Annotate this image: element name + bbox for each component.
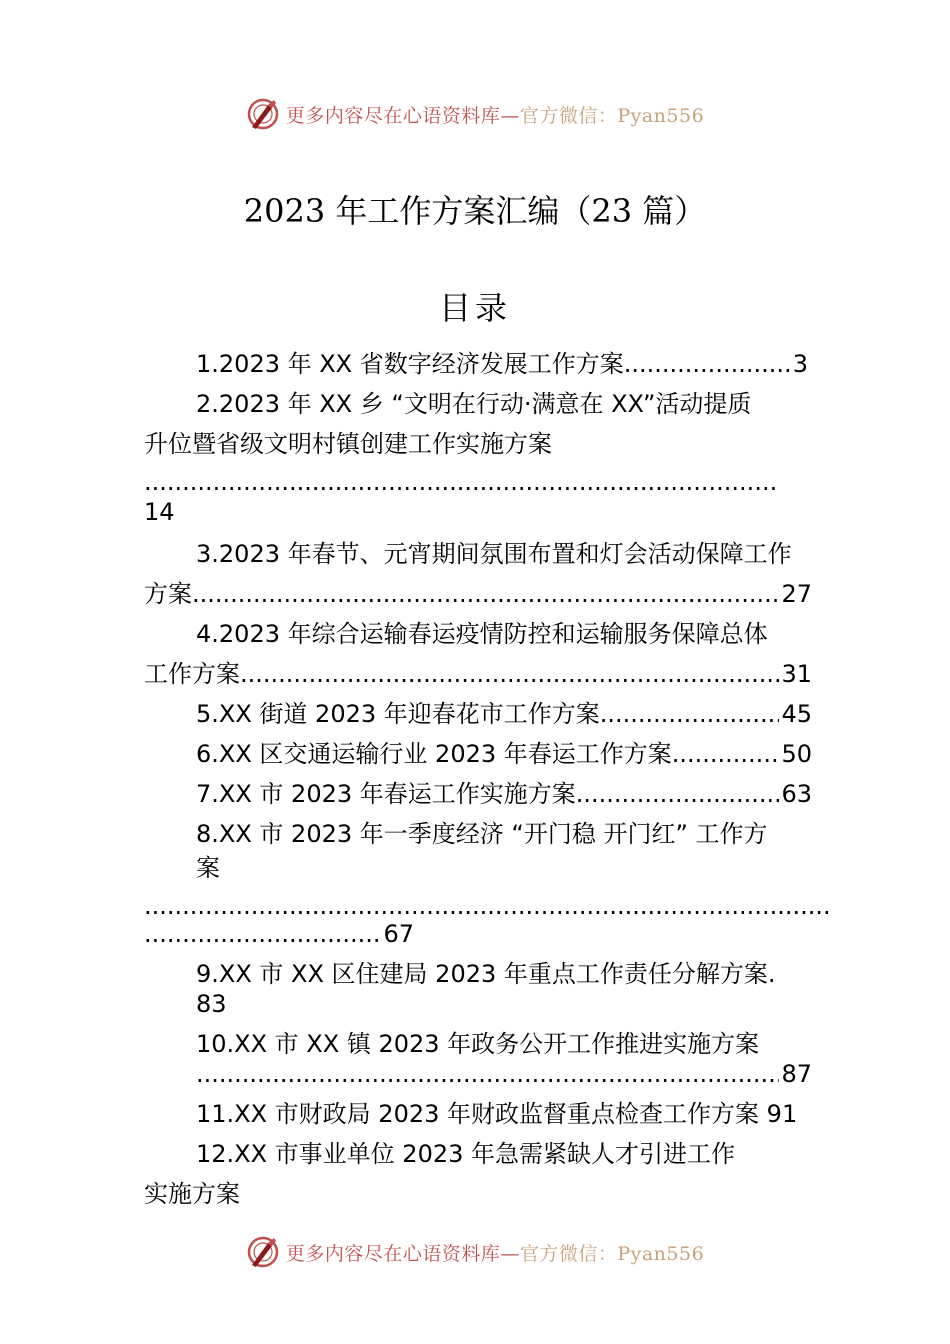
toc-item-number: 4. xyxy=(196,620,219,648)
toc-item-title-line1: 2023 年综合运输春运疫情防控和运输服务保障总体 xyxy=(218,620,768,648)
watermark-text: 更多内容尽在心语资料库—官方微信：Pyan556 xyxy=(285,1242,705,1265)
toc-page-number: 87 xyxy=(781,1060,812,1088)
toc-item-4[interactable] xyxy=(196,618,768,650)
toc-item-8-page-row xyxy=(144,918,414,950)
toc-item-title: 2023 年 XX 省数字经济发展工作方案 xyxy=(218,350,624,378)
toc-item-10-page-row xyxy=(196,1058,812,1090)
toc-page-number: 83 xyxy=(196,990,227,1018)
toc-page-number: 91 xyxy=(766,1100,798,1128)
toc-item-title: XX 区交通运输行业 2023 年春运工作方案 xyxy=(218,740,672,768)
toc-leader-dots xyxy=(196,1058,779,1090)
toc-leader-dots xyxy=(144,918,381,950)
toc-item-title: XX 街道 2023 年迎春花市工作方案 xyxy=(218,700,600,728)
toc-item-3[interactable] xyxy=(196,538,792,570)
toc-leader-dots xyxy=(624,348,791,380)
toc-item-number: 2. xyxy=(196,390,219,418)
toc-item-8[interactable] xyxy=(196,818,768,850)
toc-page-number: 14 xyxy=(144,498,175,526)
toc-item-number: 3. xyxy=(196,540,219,568)
toc-item-number: 8. xyxy=(196,820,219,848)
toc-item-title-line2: 方案 xyxy=(144,580,192,608)
toc-item-10[interactable] xyxy=(196,1028,759,1060)
toc-item-title-line1: XX 市 XX 区住建局 2023 年重点工作责任分解方案. xyxy=(218,960,776,988)
toc-page-number: 31 xyxy=(781,660,812,688)
toc-item-6[interactable] xyxy=(196,738,812,770)
toc-item-title-line1: 2023 年 XX 乡 “文明在行动·满意在 XX”活动提质 xyxy=(218,390,752,418)
toc-page-number: 3 xyxy=(792,350,808,378)
toc-leader-dots xyxy=(600,698,780,730)
watermark-banner-bottom xyxy=(0,1232,950,1272)
toc-item-5[interactable] xyxy=(196,698,812,730)
toc-item-number: 1. xyxy=(196,350,219,378)
toc-item-7[interactable] xyxy=(196,778,812,810)
toc-item-1[interactable] xyxy=(196,348,808,380)
toc-leader-dots xyxy=(576,778,780,810)
toc-item-number: 6. xyxy=(196,740,219,768)
watermark-text: 更多内容尽在心语资料库—官方微信：Pyan556 xyxy=(285,104,705,127)
toc-leader-dots xyxy=(672,738,780,770)
toc-item-title: XX 市 2023 年春运工作实施方案 xyxy=(218,780,576,808)
toc-item-12[interactable] xyxy=(196,1138,735,1170)
toc-page-number: 63 xyxy=(781,780,812,808)
toc-item-number: 7. xyxy=(196,780,219,808)
toc-leader-dots xyxy=(192,578,779,610)
toc-item-number: 5. xyxy=(196,700,219,728)
toc-item-4-line2[interactable] xyxy=(144,658,812,690)
toc-item-title-line2: 案 xyxy=(196,854,220,882)
toc-item-11[interactable] xyxy=(196,1098,797,1130)
toc-page-number: 45 xyxy=(781,700,812,728)
pen-logo-icon xyxy=(246,1235,280,1269)
toc-item-number: 10. xyxy=(196,1030,235,1058)
toc-item-title-line2: 升位暨省级文明村镇创建工作实施方案 xyxy=(144,430,552,458)
watermark-banner-top xyxy=(0,94,950,134)
toc-item-number: 12. xyxy=(196,1140,235,1168)
toc-item-number: 11. xyxy=(196,1100,235,1128)
toc-heading: 目录 xyxy=(438,289,511,327)
toc-page-number: 50 xyxy=(781,740,812,768)
toc-item-9[interactable] xyxy=(196,958,776,990)
pen-logo-icon xyxy=(246,97,280,131)
toc-item-title-line2: 工作方案 xyxy=(144,660,240,688)
toc-item-title-line1: XX 市 2023 年一季度经济 “开门稳 开门红” 工作方 xyxy=(218,820,768,848)
toc-item-title-line1: XX 市事业单位 2023 年急需紧缺人才引进工作 xyxy=(234,1140,736,1168)
toc-item-title-line1: 2023 年春节、元宵期间氛围布置和灯会活动保障工作 xyxy=(218,540,792,568)
toc-leader-dots xyxy=(240,658,779,690)
toc-leader-dots xyxy=(144,466,776,498)
document-title: 2023 年工作方案汇编（23 篇） xyxy=(243,192,707,230)
toc-item-3-line2[interactable] xyxy=(144,578,812,610)
toc-item-title-line2: 实施方案 xyxy=(144,1180,240,1208)
toc-page-number: 67 xyxy=(383,920,414,948)
toc-item-title: XX 市 XX 镇 2023 年政务公开工作推进实施方案 xyxy=(234,1030,760,1058)
toc-item-number: 9. xyxy=(196,960,219,988)
toc-item-title: XX 市财政局 2023 年财政监督重点检查工作方案 xyxy=(234,1100,760,1128)
toc-item-2[interactable] xyxy=(196,388,751,420)
toc-page-number: 27 xyxy=(781,580,812,608)
